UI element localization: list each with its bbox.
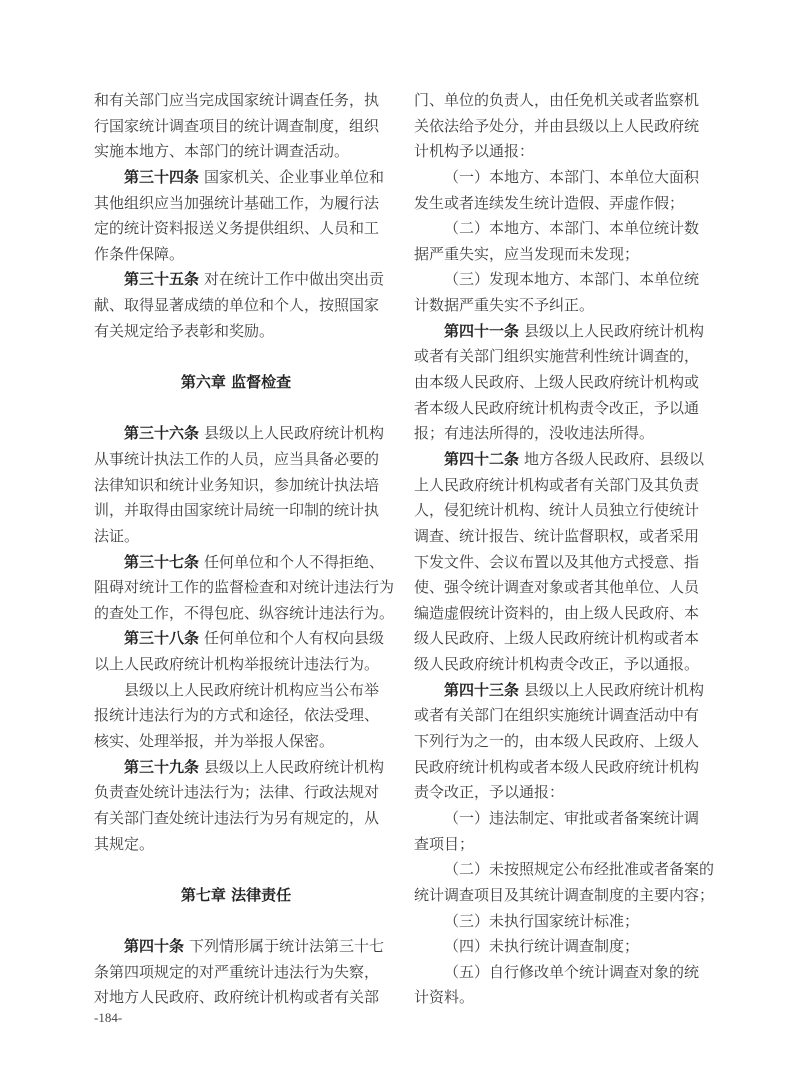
text-line: [414, 678, 705, 704]
text-line: [414, 473, 698, 499]
text-line: [414, 370, 698, 396]
line-text: 献、取得显著成绩的单位和个人，按照国家: [94, 296, 380, 315]
text-line: [94, 88, 378, 114]
article-paragraph: [414, 447, 705, 678]
left-column: [94, 88, 395, 1011]
text-line: [414, 985, 698, 1011]
blank-line: [94, 857, 378, 883]
text-line: [414, 883, 715, 909]
line-text: 县级以上人民政府统计机构: [524, 680, 705, 699]
text-line: [94, 652, 378, 678]
page-number: -184-: [94, 1010, 123, 1025]
text-line: [414, 319, 705, 345]
line-text: 负责查处统计违法行为；法律、行政法规对: [94, 783, 380, 802]
paragraph: [414, 216, 698, 267]
text-line: [414, 755, 698, 781]
text-line: [414, 729, 698, 755]
line-text: （三）未执行国家统计标准；: [444, 911, 640, 930]
line-text: 发生或者连续发生统计造假、弄虚作假；: [414, 193, 685, 212]
text-line: [414, 550, 698, 576]
line-text: 核实、处理举报，并为举报人保密。: [94, 732, 335, 751]
text-line: [94, 703, 378, 729]
article-paragraph: [414, 319, 705, 447]
article-paragraph: [94, 267, 385, 344]
line-text: 行国家统计调查项目的统计调查制度，组织: [94, 116, 380, 135]
text-line: [414, 114, 698, 140]
line-text: 从事统计执法工作的人员，应当具备必要的: [94, 449, 380, 468]
line-text: 法证。: [94, 526, 140, 545]
line-text: 县级以上人民政府统计机构: [524, 321, 705, 340]
article-paragraph: [94, 755, 385, 858]
line-text: （三）发现本地方、本部门、本单位统: [444, 270, 700, 289]
text-line: [94, 985, 378, 1011]
text-line: [94, 678, 378, 704]
text-line: [94, 267, 385, 293]
line-text: 编造虚假统计资料的，由上级人民政府、本: [414, 603, 700, 622]
paragraph: [414, 267, 698, 318]
line-text: 门、单位的负责人，由任免机关或者监察机: [414, 91, 700, 109]
line-text: 查项目；: [414, 834, 475, 853]
text-line: [94, 216, 378, 242]
article-number: 第四十条: [124, 937, 185, 956]
line-text: 计机构予以通报：: [414, 142, 535, 161]
line-text: （四）未执行统计调查制度；: [444, 937, 640, 956]
line-text: （一）违法制定、审批或者备案统计调: [444, 808, 700, 827]
article-paragraph: [94, 626, 385, 677]
text-line: [94, 729, 378, 755]
article-number: 第三十七条: [124, 552, 200, 571]
text-line: [414, 165, 698, 191]
text-line: [414, 960, 698, 986]
text-line: [414, 601, 698, 627]
line-text: 和有关部门应当完成国家统计调查任务，执: [94, 91, 380, 109]
article-number: 第三十五条: [124, 270, 200, 289]
text-line: [94, 960, 378, 986]
line-text: 作条件保障。: [94, 244, 185, 263]
line-text: 调查、统计报告、统计监督职权，或者采用: [414, 526, 700, 545]
text-line: [94, 473, 378, 499]
text-line: [414, 267, 698, 293]
article-number: 第三十八条: [124, 629, 200, 648]
article-number: 第四十三条: [444, 680, 520, 699]
text-line: [414, 293, 698, 319]
line-text: 或者有关部门在组织实施统计调查活动中有: [414, 706, 700, 725]
line-text: 关依法给予处分，并由县级以上人民政府统: [414, 116, 700, 135]
line-text: 实施本地方、本部门的统计调查活动。: [94, 142, 350, 161]
line-text: 定的统计资料报送义务提供组织、人员和工: [94, 219, 380, 238]
line-text: 对地方人民政府、政府统计机构或者有关部: [94, 988, 380, 1007]
text-line: [414, 421, 698, 447]
article-number: 第三十六条: [124, 424, 200, 443]
article-number: 第四十一条: [444, 321, 520, 340]
line-text: 任何单位和个人有权向县级: [204, 629, 385, 648]
text-line: [414, 139, 698, 165]
line-text: 或者有关部门组织实施营利性统计调查的，: [414, 347, 700, 366]
text-line: [414, 780, 698, 806]
line-text: 县级以上人民政府统计机构: [204, 757, 385, 776]
line-text: 县级以上人民政府统计机构应当公布举: [124, 680, 380, 699]
line-text: 对在统计工作中做出突出贡: [204, 270, 385, 289]
text-line: [94, 165, 385, 191]
line-text: 计数据严重失实不予纠正。: [414, 296, 595, 315]
line-text: 地方各级人民政府、县级以: [524, 449, 705, 468]
text-line: [94, 242, 378, 268]
text-line: [94, 755, 385, 781]
paragraph: [414, 909, 698, 935]
line-text: （一）本地方、本部门、本单位大面积: [444, 167, 700, 186]
article-number: 第三十四条: [124, 167, 200, 186]
line-text: 报统计违法行为的方式和途径，依法受理、: [94, 706, 380, 725]
line-text: 使、强令统计调查对象或者其他单位、人员: [414, 578, 700, 597]
text-line: [414, 524, 698, 550]
line-text: 由本级人民政府、上级人民政府统计机构或: [414, 373, 700, 392]
text-line: [414, 396, 698, 422]
line-text: 法律知识和统计业务知识，参加统计执法培: [94, 475, 380, 494]
right-column: [414, 88, 715, 1011]
line-text: （二）未按照规定公布经批准或者备案的: [444, 860, 715, 879]
line-text: 任何单位和个人不得拒绝、: [204, 552, 385, 571]
text-line: [414, 344, 698, 370]
text-line: [414, 447, 705, 473]
line-text: 下列行为之一的，由本级人民政府、上级人: [414, 732, 700, 751]
blank-line: [94, 909, 378, 935]
paragraph: [94, 88, 378, 165]
text-line: [414, 909, 698, 935]
line-text: 有关部门查处统计违法行为另有规定的，从: [94, 808, 380, 827]
text-line: [414, 652, 698, 678]
paragraph: [414, 934, 698, 960]
line-text: 以上人民政府统计机构举报统计违法行为。: [94, 655, 380, 674]
chapter-heading: 第六章 监督检查: [180, 373, 292, 392]
text-line: [94, 832, 378, 858]
line-text: 阻碍对统计工作的监督检查和对统计违法行为: [94, 578, 395, 597]
text-line: [94, 319, 378, 345]
line-text: 有关规定给予表彰和奖励。: [94, 321, 275, 340]
text-line: [414, 575, 698, 601]
text-line: [94, 447, 378, 473]
line-text: 报；有违法所得的，没收违法所得。: [414, 424, 655, 443]
paragraph: [414, 960, 698, 1011]
text-line: [414, 88, 698, 114]
text-line: [414, 242, 698, 268]
text-line: [94, 524, 378, 550]
line-text: 责令改正，予以通报：: [414, 783, 565, 802]
text-line: [94, 780, 378, 806]
line-text: 下发文件、会议布置以及其他方式授意、指: [414, 552, 700, 571]
line-text: 据严重失实，应当发现而未发现；: [414, 244, 640, 263]
text-line: [414, 191, 698, 217]
article-paragraph: [414, 678, 705, 806]
text-line: [414, 857, 715, 883]
paragraph: [414, 88, 698, 165]
text-line: [94, 575, 395, 601]
text-line: [414, 806, 698, 832]
article-paragraph: [94, 550, 395, 627]
paragraph: [414, 165, 698, 216]
line-text: 县级以上人民政府统计机构: [204, 424, 385, 443]
text-line: [94, 293, 378, 319]
text-line: [94, 139, 378, 165]
line-text: （二）本地方、本部门、本单位统计数: [444, 219, 700, 238]
text-line: [414, 934, 698, 960]
blank-line: [94, 344, 378, 370]
article-number: 第四十二条: [444, 449, 520, 468]
article-paragraph: [94, 165, 385, 268]
line-text: 级人民政府、上级人民政府统计机构或者本: [414, 629, 700, 648]
line-text: 上人民政府统计机构或者有关部门及其负责: [414, 475, 700, 494]
text-line: [94, 601, 395, 627]
article-paragraph: [94, 421, 385, 549]
line-text: （五）自行修改单个统计调查对象的统: [444, 962, 700, 981]
line-text: 其规定。: [94, 834, 155, 853]
text-line: [94, 934, 385, 960]
text-line: [414, 703, 698, 729]
article-number: 第三十九条: [124, 757, 200, 776]
article-paragraph: [94, 934, 385, 1011]
text-line: [94, 626, 385, 652]
line-text: 级人民政府统计机构责令改正，予以通报。: [414, 655, 700, 674]
paragraph: [414, 857, 715, 908]
paragraph: [94, 678, 378, 755]
line-text: 训，并取得由国家统计局统一印制的统计执: [94, 501, 380, 520]
text-line: [94, 191, 378, 217]
line-text: 民政府统计机构或者本级人民政府统计机构: [414, 757, 700, 776]
text-line: [94, 114, 378, 140]
text-line: [94, 550, 385, 576]
line-text: 条第四项规定的对严重统计违法行为失察，: [94, 962, 380, 981]
line-text: 统计调查项目及其统计调查制度的主要内容；: [414, 885, 715, 904]
line-text: 其他组织应当加强统计基础工作，为履行法: [94, 193, 380, 212]
text-line: [414, 832, 698, 858]
line-text: 人，侵犯统计机构、统计人员独立行使统计: [414, 501, 700, 520]
line-text: 的查处工作，不得包庇、纵容统计违法行为。: [94, 603, 395, 622]
text-line: [94, 421, 385, 447]
line-text: 国家机关、企业事业单位和: [204, 167, 385, 186]
text-line: [94, 806, 378, 832]
blank-line: [94, 396, 378, 422]
paragraph: [414, 806, 698, 857]
text-line: [414, 498, 698, 524]
line-text: 计资料。: [414, 988, 475, 1007]
text-line: [94, 498, 378, 524]
line-text: 下列情形属于统计法第三十七: [189, 937, 385, 956]
text-line: [414, 216, 698, 242]
line-text: 者本级人民政府统计机构责令改正，予以通: [414, 398, 700, 417]
text-line: [414, 626, 698, 652]
chapter-heading: 第七章 法律责任: [180, 885, 292, 904]
